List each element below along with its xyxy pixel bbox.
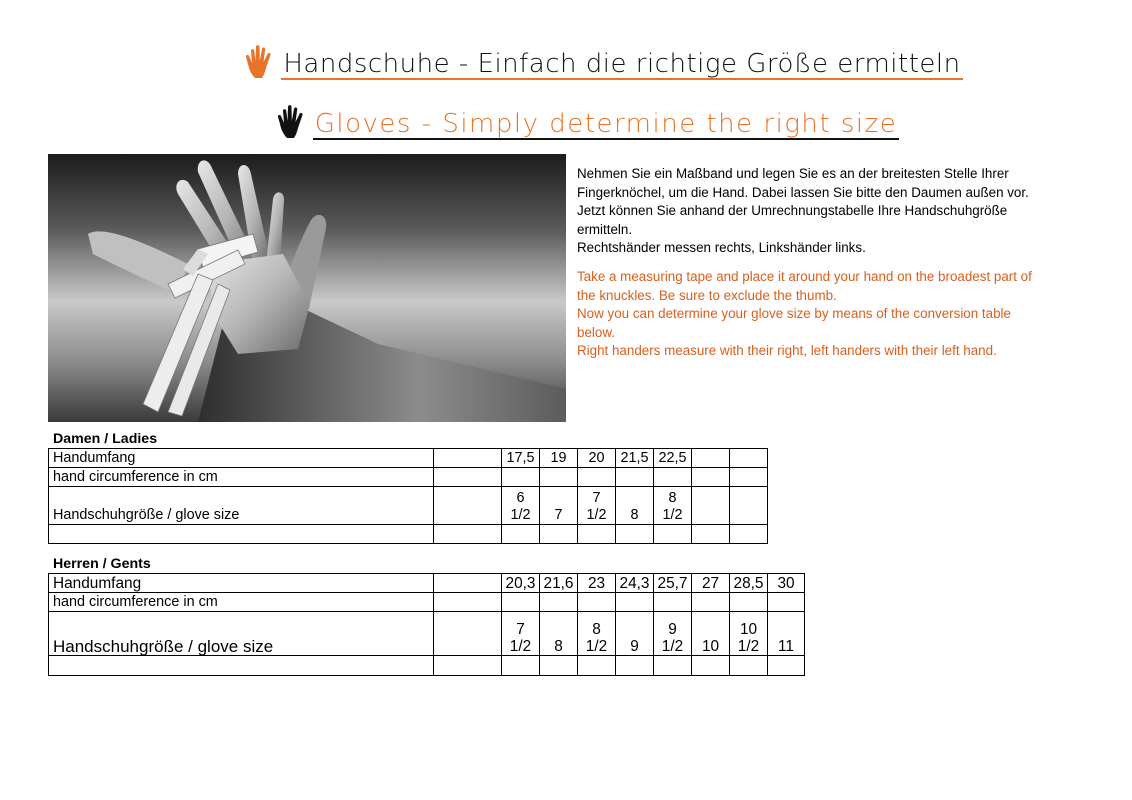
hand-measuring-photo — [48, 154, 566, 422]
size-cell — [768, 612, 805, 656]
size-cell — [654, 612, 692, 656]
size-bottom: 1/2 — [586, 507, 607, 523]
table-cell — [540, 593, 578, 612]
row-label: hand circumference in cm — [49, 593, 434, 612]
title-german — [245, 44, 962, 80]
table-cell — [502, 593, 540, 612]
table-row — [49, 593, 805, 612]
gents-size-table — [48, 573, 805, 676]
table-cell — [616, 656, 654, 676]
description-line: ermitteln. — [577, 221, 633, 237]
circumference-cell: 27 — [692, 574, 730, 593]
table-cell — [616, 468, 654, 487]
table-cell — [692, 656, 730, 676]
row-label: hand circumference in cm — [49, 468, 434, 487]
table-cell — [434, 656, 502, 676]
size-bottom: 8 — [554, 638, 563, 655]
description-german — [577, 165, 1097, 258]
title-row-english — [0, 104, 1132, 140]
size-cell — [578, 487, 616, 525]
size-bottom: 9 — [630, 638, 639, 655]
size-bottom: 8 — [630, 507, 639, 523]
size-cell — [692, 487, 730, 525]
size-top: 8 — [592, 621, 601, 638]
table-cell — [692, 593, 730, 612]
description-line: Rechtshänder messen rechts, Linkshänder links. — [577, 240, 866, 256]
circumference-cell: 21,5 — [616, 449, 654, 468]
circumference-cell: 19 — [540, 449, 578, 468]
ladies-section-title: Damen / Ladies — [53, 431, 158, 447]
table-cell — [768, 593, 805, 612]
circumference-cell: 20,3 — [502, 574, 540, 593]
description-line: Fingerknöchel, um die Hand. Dabei lassen Sie bitte den Daumen außen vor. — [577, 184, 1029, 200]
table-cell — [730, 656, 768, 676]
table-row — [49, 656, 805, 676]
table-row — [49, 487, 768, 525]
table-cell — [502, 656, 540, 676]
table-cell — [434, 449, 502, 468]
size-top: 6 — [516, 490, 525, 506]
size-top: 9 — [668, 621, 677, 638]
size-bottom: 1/2 — [661, 638, 684, 655]
table-cell — [654, 525, 692, 544]
gents-section-title: Herren / Gents — [53, 556, 151, 572]
title-english — [277, 104, 900, 140]
table-cell — [692, 525, 730, 544]
table-row — [49, 612, 805, 656]
description-line: Now you can determine your glove size by means of the conversion table — [577, 306, 1011, 322]
table-cell — [654, 468, 692, 487]
description-line: below. — [577, 324, 615, 340]
hand-icon — [277, 104, 311, 140]
table-cell — [654, 593, 692, 612]
size-cell — [502, 612, 540, 656]
table-row — [49, 449, 768, 468]
size-bottom: 1/2 — [737, 638, 760, 655]
table-row — [49, 525, 768, 544]
page-title-english: Gloves - Simply determine the right size — [314, 108, 898, 139]
description-line: Right handers measure with their right, left handers with their left hand. — [577, 343, 997, 359]
table-cell — [434, 468, 502, 487]
row-label: Handumfang — [49, 449, 434, 468]
size-bottom: 10 — [701, 638, 720, 655]
size-cell — [502, 487, 540, 525]
table-cell — [730, 593, 768, 612]
table-cell — [768, 656, 805, 676]
circumference-cell: 28,5 — [730, 574, 768, 593]
circumference-cell — [692, 449, 730, 468]
table-row — [49, 574, 805, 593]
table-cell — [434, 593, 502, 612]
circumference-cell: 22,5 — [654, 449, 692, 468]
table-cell — [730, 468, 768, 487]
description-line: Take a measuring tape and place it around your hand on the broadest part of — [577, 269, 1032, 284]
table-cell — [578, 468, 616, 487]
size-cell — [616, 487, 654, 525]
circumference-cell: 23 — [578, 574, 616, 593]
row-label: Handumfang — [49, 574, 434, 593]
hand-icon — [245, 44, 279, 80]
size-bottom: 7 — [554, 507, 563, 523]
table-cell — [434, 574, 502, 593]
size-bottom: 1/2 — [509, 638, 532, 655]
size-bottom: 11 — [778, 638, 794, 655]
table-cell — [49, 656, 434, 676]
table-cell — [540, 468, 578, 487]
size-cell — [730, 487, 768, 525]
table-cell — [49, 525, 434, 544]
size-cell — [616, 612, 654, 656]
table-cell — [502, 525, 540, 544]
row-label: Handschuhgröße / glove size — [49, 612, 434, 656]
size-bottom: 1/2 — [510, 507, 531, 523]
ladies-size-table — [48, 448, 768, 544]
table-cell — [502, 468, 540, 487]
table-row — [49, 468, 768, 487]
circumference-cell: 17,5 — [502, 449, 540, 468]
circumference-cell — [730, 449, 768, 468]
circumference-cell: 25,7 — [654, 574, 692, 593]
table-cell — [578, 656, 616, 676]
hand-measuring-illustration — [48, 154, 566, 422]
table-cell — [434, 612, 502, 656]
row-label: Handschuhgröße / glove size — [49, 487, 434, 525]
description-english — [577, 268, 1097, 361]
table-cell — [692, 468, 730, 487]
title-row-german — [0, 44, 1132, 80]
circumference-cell: 21,6 — [540, 574, 578, 593]
size-cell — [540, 487, 578, 525]
size-top: 10 — [739, 621, 758, 638]
description-line: the knuckles. Be sure to exclude the thumb. — [577, 287, 837, 303]
description-line: Jetzt können Sie anhand der Umrechnungstabelle Ihre Handschuhgröße — [577, 203, 1008, 219]
size-bottom: 1/2 — [662, 507, 683, 523]
description-line: Nehmen Sie ein Maßband und legen Sie es an der breitesten Stelle Ihrer — [577, 166, 1009, 181]
size-cell — [692, 612, 730, 656]
table-cell — [730, 525, 768, 544]
size-top: 7 — [592, 490, 601, 506]
table-cell — [654, 656, 692, 676]
circumference-cell: 30 — [768, 574, 805, 593]
table-cell — [616, 525, 654, 544]
table-cell — [616, 593, 654, 612]
page-title-german: Handschuhe - Einfach die richtige Größe ermitteln — [283, 48, 961, 79]
table-cell — [540, 525, 578, 544]
size-cell — [540, 612, 578, 656]
size-cell — [578, 612, 616, 656]
size-cell — [654, 487, 692, 525]
table-cell — [578, 593, 616, 612]
size-top: 8 — [668, 490, 677, 506]
size-top: 7 — [516, 621, 525, 638]
table-cell — [434, 487, 502, 525]
table-cell — [434, 525, 502, 544]
size-bottom: 1/2 — [585, 638, 608, 655]
size-cell — [730, 612, 768, 656]
circumference-cell: 20 — [578, 449, 616, 468]
circumference-cell: 24,3 — [616, 574, 654, 593]
table-cell — [578, 525, 616, 544]
table-cell — [540, 656, 578, 676]
